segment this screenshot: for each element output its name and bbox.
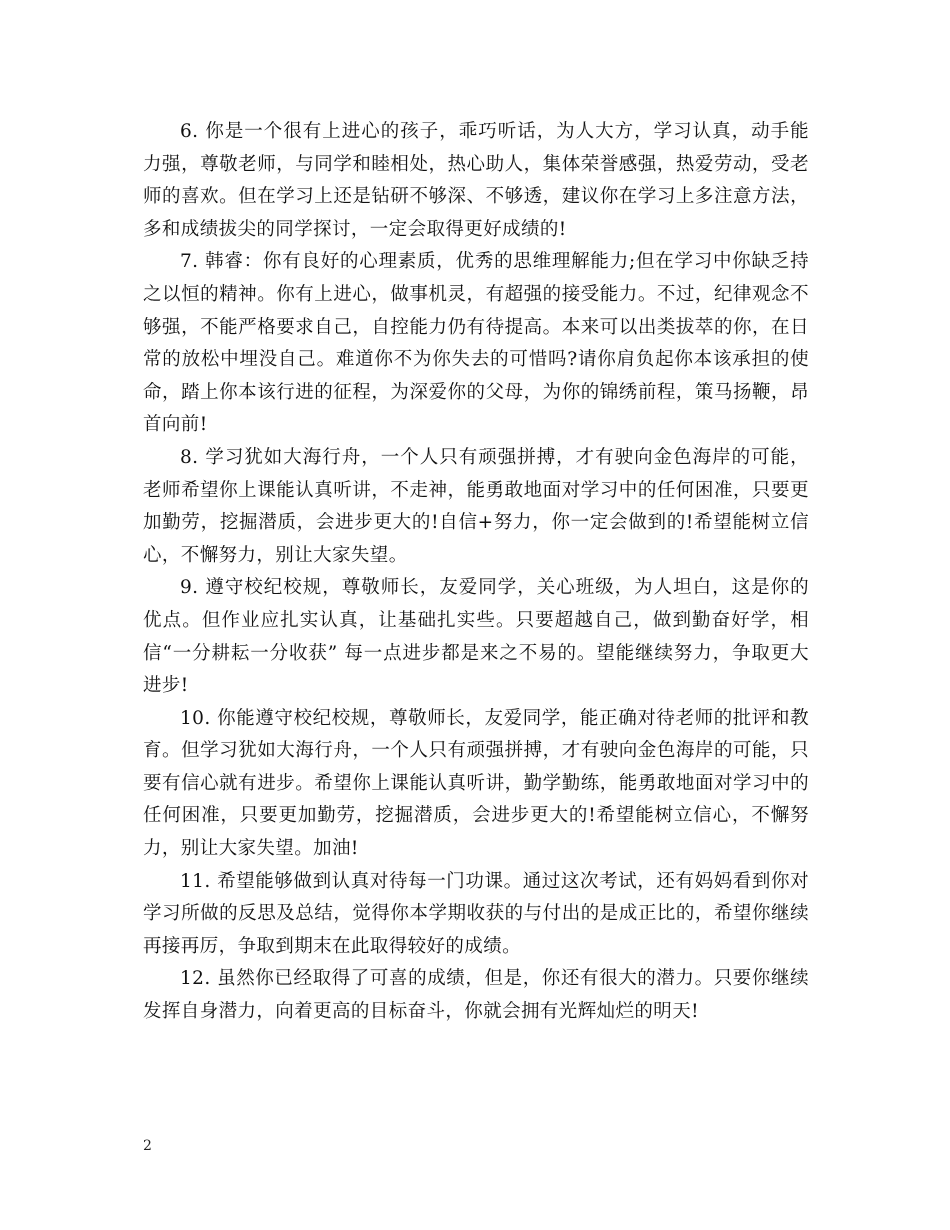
paragraph-12: 12. 虽然你已经取得了可喜的成绩，但是，你还有很大的潜力。只要你继续发挥自身潜力，向着更高的目标奋斗，你就会拥有光辉灿烂的明天! — [143, 968, 809, 1023]
paragraph-10: 10. 你能遵守校纪校规，尊敬师长，友爱同学，能正确对待老师的批评和教育。但学习犹如大海行舟，一个人只有顽强拼搏，才有驶向金色海岸的可能，只要有信心就有进步。希望你上课能认真听讲，勤学勤练，能勇敢地面对学习中的任何困准，只要更加勤劳，挖掘潜质，会进步更大的!希望能树立信心，不懈努力，别让大家失望。加油! — [143, 707, 809, 860]
paragraph-6: 6. 你是一个很有上进心的孩子，乖巧听话，为人大方，学习认真，动手能力强，尊敬老师，与同学和睦相处，热心助人，集体荣誉感强，热爱劳动，受老师的喜欢。但在学习上还是钻研不够深、不够透，建议你在学习上多注意方法，多和成绩拔尖的同学探讨，一定会取得更好成绩的! — [143, 121, 809, 240]
document-body — [143, 116, 809, 1029]
paragraph-9: 9. 遵守校纪校规，尊敬师长，友爱同学，关心班级，为人坦白，这是你的优点。但作业应扎实认真，让基础扎实些。只要超越自己，做到勤奋好学，相信“一分耕耘一分收获” 每一点进步都是来之不易的。望能继续努力，争取更大进步! — [143, 577, 809, 697]
paragraph-11: 11. 希望能够做到认真对待每一门功课。通过这次考试，还有妈妈看到你对学习所做的反思及总结，觉得你本学期收获的与付出的是成正比的，希望你继续再接再厉，争取到期末在此取得较好的成绩。 — [143, 870, 809, 957]
paragraph-7: 7. 韩睿：你有良好的心理素质，优秀的思维理解能力;但在学习中你缺乏持之以恒的精神。你有上进心，做事机灵，有超强的接受能力。不过，纪律观念不够强，不能严格要求自己，自控能力仍有待提高。本来可以出类拔萃的你，在日常的放松中埋没自己。难道你不为你失去的可惜吗?请你肩负起你本该承担的使命，踏上你本该行进的征程，为深爱你的父母，为你的锦绣前程，策马扬鞭，昂首向前! — [143, 251, 809, 436]
paragraph-8: 8. 学习犹如大海行舟，一个人只有顽强拼搏，才有驶向金色海岸的可能，老师希望你上课能认真听讲，不走神，能勇敢地面对学习中的任何困准，只要更加勤劳，挖掘潜质，会进步更大的!自信+努力，你一定会做到的!希望能树立信心，不懈努力，别让大家失望。 — [143, 446, 809, 566]
page-number: 2 — [143, 1138, 152, 1154]
